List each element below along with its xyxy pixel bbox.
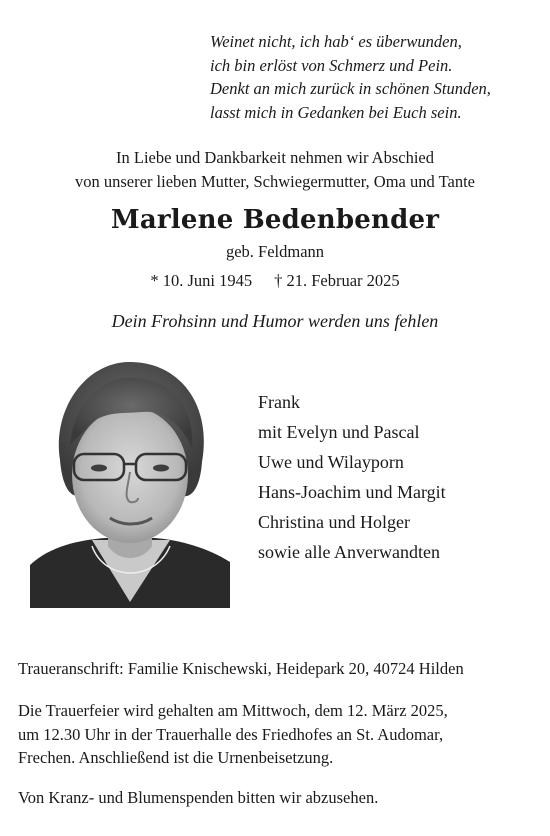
ceremony-line: Frechen. Anschließend ist die Urnenbeisetzung.	[18, 748, 334, 767]
life-dates	[0, 270, 550, 292]
poem-line: Denkt an mich zurück in schönen Stunden,	[210, 79, 491, 98]
ceremony-line: Die Trauerfeier wird gehalten am Mittwoch, dem 12. März 2025,	[18, 701, 448, 720]
mourner-line: Christina und Holger	[258, 512, 410, 532]
mourner-line: Hans-Joachim und Margit	[258, 482, 446, 502]
mourner-line: Uwe und Wilayporn	[258, 452, 404, 472]
poem-line: lasst mich in Gedanken bei Euch sein.	[210, 102, 462, 122]
death-date: † 21. Februar 2025	[274, 271, 400, 290]
intro-text	[0, 146, 550, 194]
birth-name: geb. Feldmann	[225, 242, 325, 261]
ceremony-details	[18, 699, 538, 770]
intro-line: von unserer lieben Mutter, Schwiegermutter, Oma und Tante	[75, 172, 475, 191]
mourner-line: sowie alle Anverwandten	[258, 542, 440, 562]
mourner-line: Frank	[258, 392, 300, 412]
portrait-illustration	[30, 350, 230, 608]
motto: Dein Frohsinn und Humor werden uns fehlen	[111, 311, 439, 331]
deceased-name: Marlene Bedenbender	[110, 205, 440, 235]
flowers-note: Von Kranz- und Blumenspenden bitten wir abzusehen.	[18, 788, 379, 807]
mourning-address: Traueranschrift: Familie Knischewski, Heidepark 20, 40724 Hilden	[18, 659, 464, 678]
mourner-line: mit Evelyn und Pascal	[258, 422, 420, 442]
poem-line: Weinet nicht, ich hab‘ es überwunden,	[210, 32, 462, 51]
poem-line: ich bin erlöst von Schmerz und Pein.	[210, 55, 453, 75]
birth-date: * 10. Juni 1945	[150, 271, 253, 290]
poem	[210, 30, 540, 124]
ceremony-line: um 12.30 Uhr in der Trauerhalle des Friedhofes an St. Audomar,	[18, 724, 444, 744]
intro-line: In Liebe und Dankbarkeit nehmen wir Abschied	[116, 148, 434, 167]
mourners-list	[258, 387, 538, 567]
portrait-photo	[30, 350, 230, 608]
